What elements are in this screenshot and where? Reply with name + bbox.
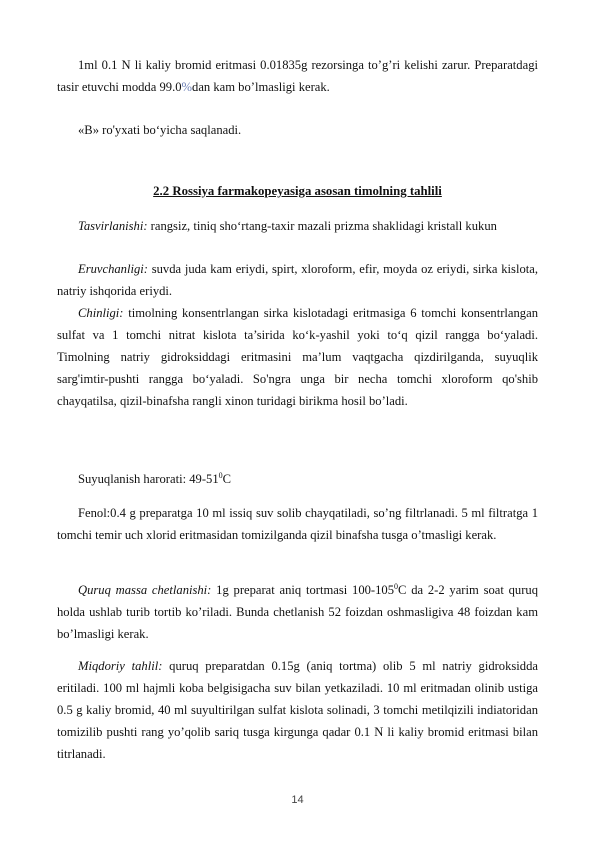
eruv-text: suvda juda kam eriydi, spirt, xloroform, efir, moyda oz eriydi, sirka kislota, natriy ishqorida eriydi. [57,262,538,298]
miqdor-label: Miqdoriy tahlil: [78,659,163,673]
quruq-degree-sup: 0 [394,582,399,591]
suyuq-unit: C [222,472,232,486]
para1-text-after: dan kam bo’lmasligi kerak. [192,79,330,94]
section-heading: 2.2 Rossiya farmakopeyasiga asosan timolning tahlili [153,184,442,198]
tasvir-text: rangsiz, tiniq sho‘rtang-taxir mazali prizma shaklidagi kristall kukun [147,219,497,233]
quruq-text-after: C da 2-2 yarim soat quruq holda ushlab turib tortib ko’riladi. Bunda chetlanish 52 foizdan oshmasligiva 48 foizdan kam bo’lmasligi kerak. [57,583,539,641]
quruq-text-before: 1g preparat aniq tortmasi 100-105 [211,583,395,597]
suyuq-degree-sup: 0 [218,471,223,480]
paragraph-chinligi [57,302,538,412]
eruv-label: Eruvchanligi: [78,262,148,276]
para1-text-before: 1ml 0.1 N li kaliy bromid eritmasi 0.01835g rezorsinga to’g’ri kelishi zarur. Preparatdagi tasir etuvchi modda 99.0 [57,58,538,94]
paragraph-tasvirlanishi [57,216,538,238]
page-number: 14 [291,794,304,806]
chin-text: timolning konsentrlangan sirka kislotadagi eritmasiga 6 tomchi konsentrlangan sulfat va 1 tomchi nitrat kislota ta’sirida ko‘k-yashil yoki to‘q qizil rangga bo‘yaladi. Timolning natriy gidroksiddagi eritmasini ma’lum vaqtgacha qizdirilganda, suyuqlik sarg'imtir-pushti rangga bo‘yaladi. So'ngra unga bir necha tomchi xloroform qo'shib chayqatilsa, qizil-binafsha rangli xinon turidagi birikma hosil bo’ladi. [57,306,538,408]
paragraph-melting-point [57,469,538,491]
paragraph-eruvchanligi [57,259,538,302]
paragraph-rezorsin-assay-end [57,55,538,98]
paragraph-miqdoriy-tahlil [57,655,538,765]
quruq-label: Quruq massa chetlanishi: [78,583,212,597]
suyuq-text: Suyuqlanish harorati: 49-51 [78,472,219,486]
paragraph-storage: «B» ro'yxati bo‘yicha saqlanadi. [78,123,242,137]
paragraph-fenol: Fenol:0.4 g preparatga 10 ml issiq suv solib chayqatiladi, so’ng filtrlanadi. 5 ml filtratga 1 tomchi temir uch xlorid eritmasidan tomizilganda qizil binafsha tusga o’tmasligi kerak. [57,506,538,542]
chin-label: Chinligi: [78,306,124,320]
miqdor-text: quruq preparatdan 0.15g (aniq tortma) olib 5 ml natriy gidroksidda eritiladi. 100 ml hajmli koba belgisigacha suv bilan yetkaziladi. 10 ml eritmadan olinib ustiga 0.5 g kaliy bromid, 40 ml suyultirilgan sulfat kislota solinadi, 3 tomchi metilqizili indiatoridan tomizilib pushti rang yo’qolib sariq tusga kirgunga qadar 0.1 N li kaliy bromid eritmasi bilan titrlanadi. [57,659,538,761]
tasvir-label: Tasvirlanishi: [78,219,148,233]
percent-sign: % [181,79,193,94]
paragraph-quruq-massa [57,579,538,645]
